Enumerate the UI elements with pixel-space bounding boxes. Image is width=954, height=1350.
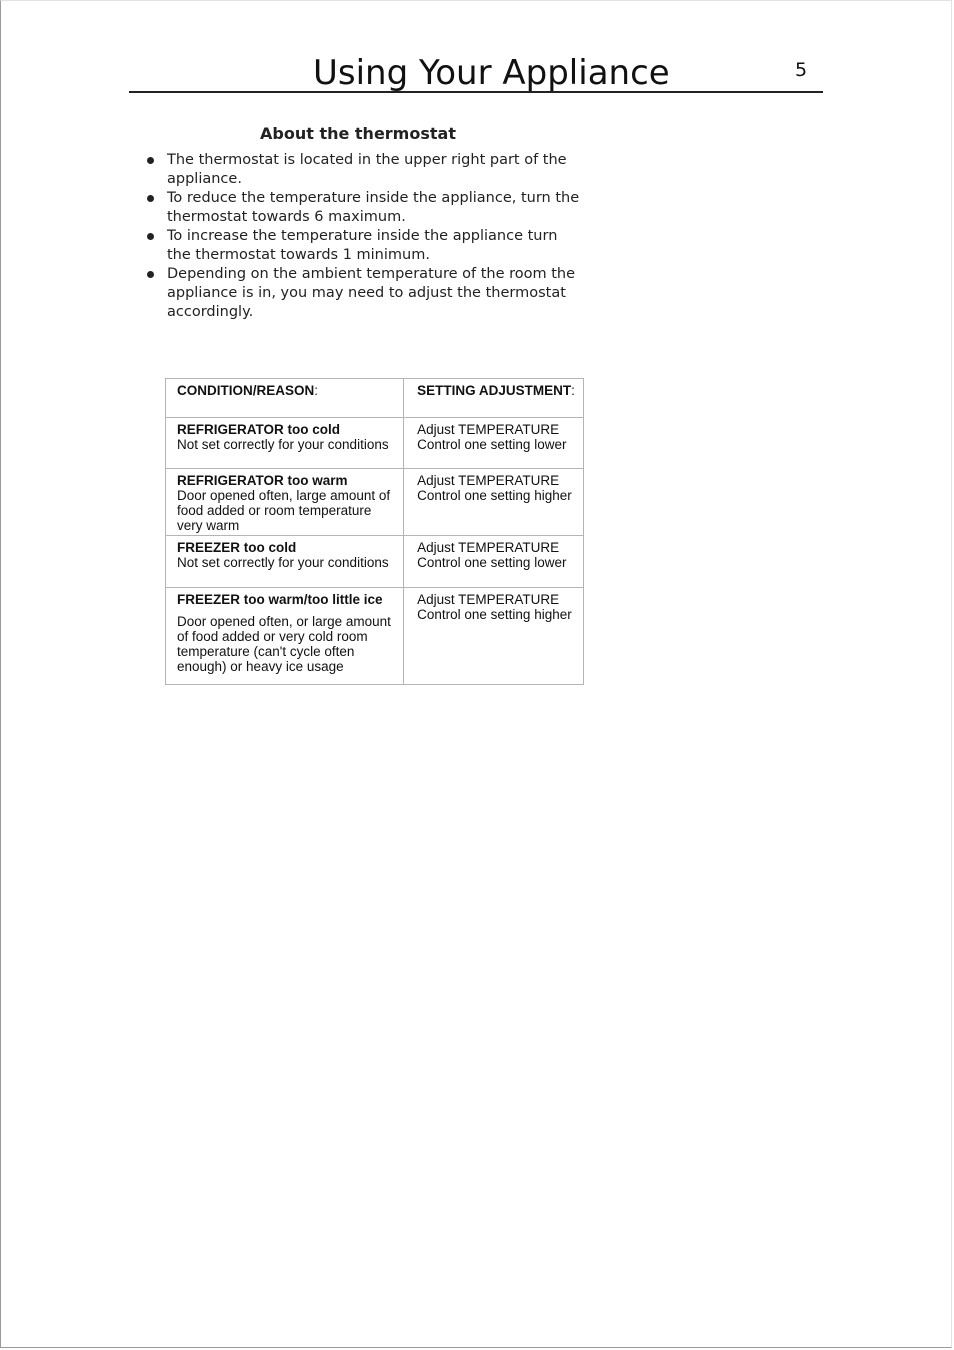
condition-cell: [166, 418, 404, 469]
table-row: [166, 469, 584, 536]
bullet-item: [141, 227, 581, 265]
bullet-item: [141, 265, 581, 322]
table-row: [166, 418, 584, 469]
bullet-dot-icon: [147, 157, 154, 164]
page-number: 5: [795, 59, 808, 81]
condition-title: FREEZER too warm/too little ice: [177, 592, 383, 607]
table-row: [166, 588, 584, 685]
condition-reason: Not set correctly for your conditions: [177, 555, 389, 570]
bullet-text: To reduce the temperature inside the appliance, turn the thermostat towards 6 maximum.: [167, 190, 580, 225]
condition-reason: Not set correctly for your conditions: [177, 437, 389, 452]
condition-cell: [166, 536, 404, 588]
bullet-text: The thermostat is located in the upper right part of the appliance.: [167, 152, 567, 187]
spacer: [177, 607, 397, 614]
adjustment-cell: Adjust TEMPERATURE Control one setting higher: [404, 588, 584, 685]
section-heading: About the thermostat: [260, 124, 456, 143]
header-rule: [129, 91, 823, 93]
header-condition-label: CONDITION/REASON: [177, 383, 315, 398]
header-setting-cell: [404, 379, 584, 418]
bullet-dot-icon: [147, 195, 154, 202]
condition-reason: Door opened often, or large amount of food added or very cold room temperature (can't cycle often enough) or heavy ice usage: [177, 614, 391, 674]
header-condition-colon: :: [314, 383, 319, 398]
bullet-dot-icon: [147, 233, 154, 240]
condition-title: FREEZER too cold: [177, 540, 297, 555]
table-header-row: [166, 379, 584, 418]
bullet-item: [141, 189, 581, 227]
bullet-text: To increase the temperature inside the appliance turn the thermostat towards 1 minimum.: [167, 228, 558, 263]
adjustment-cell: Adjust TEMPERATURE Control one setting higher: [404, 469, 584, 536]
header-setting-colon: :: [571, 383, 575, 398]
condition-reason: Door opened often, large amount of food added or room temperature very warm: [177, 488, 391, 533]
condition-title: REFRIGERATOR too warm: [177, 473, 348, 488]
condition-cell: [166, 469, 404, 536]
condition-title: REFRIGERATOR too cold: [177, 422, 340, 437]
adjustment-cell: Adjust TEMPERATURE Control one setting lower: [404, 536, 584, 588]
adjustment-cell: Adjust TEMPERATURE Control one setting lower: [404, 418, 584, 469]
condition-cell: [166, 588, 404, 685]
page-title: Using Your Appliance: [313, 53, 670, 93]
header-setting-label: SETTING ADJUSTMENT: [417, 383, 572, 398]
bullet-dot-icon: [147, 271, 154, 278]
condition-adjustment-table: [165, 378, 584, 685]
bullet-text: Depending on the ambient temperature of the room the appliance is in, you may need to adjust the thermostat accordingly.: [167, 266, 576, 320]
thermostat-bullet-list: [141, 151, 581, 322]
table-row: [166, 536, 584, 588]
header-condition-cell: [166, 379, 404, 418]
bullet-item: [141, 151, 581, 189]
